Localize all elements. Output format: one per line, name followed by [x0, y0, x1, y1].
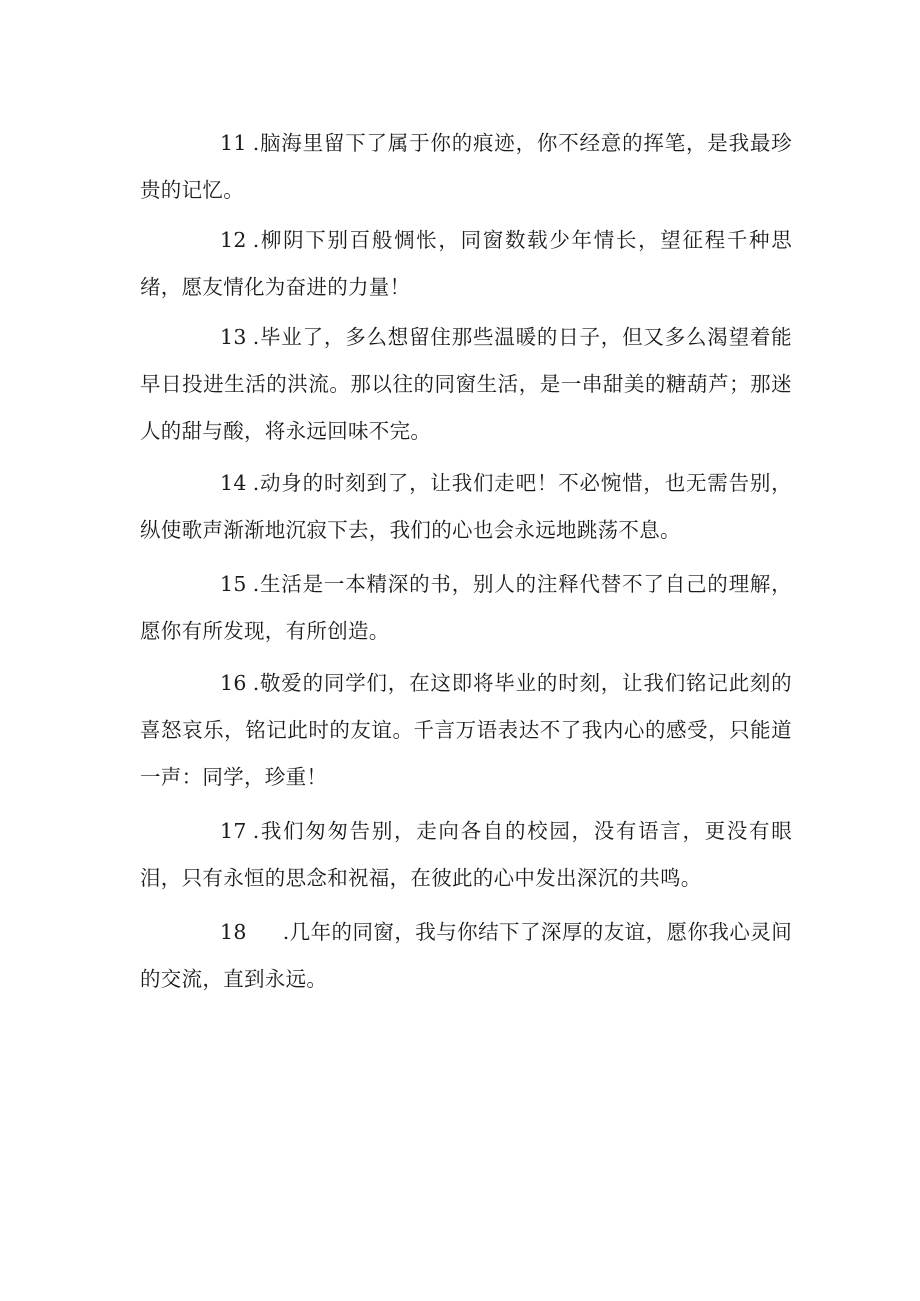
item-text: .我们匆匆告别，走向各自的校园，没有语言，更没有眼泪，只有永恒的思念和祝福，在彼此的心中发出深沉的共鸣。 [140, 819, 792, 890]
list-item [140, 660, 792, 801]
list-item [140, 808, 792, 902]
item-text: .生活是一本精深的书，别人的注释代替不了自己的理解，愿你有所发现，有所创造。 [140, 572, 792, 643]
list-item [140, 909, 792, 1003]
item-number: 16 [220, 671, 247, 695]
item-number: 13 [220, 325, 247, 349]
item-text: .毕业了，多么想留住那些温暖的日子，但又多么渴望着能早日投进生活的洪流。那以往的同窗生活，是一串甜美的糖葫芦；那迷人的甜与酸，将永远回味不完。 [140, 325, 792, 443]
list-item [140, 120, 792, 214]
item-number: 18 [220, 920, 247, 944]
item-text: .几年的同窗，我与你结下了深厚的友谊，愿你我心灵间的交流，直到永远。 [140, 920, 792, 991]
item-number: 11 [220, 131, 247, 155]
item-text: .敬爱的同学们，在这即将毕业的时刻，让我们铭记此刻的喜怒哀乐，铭记此时的友谊。千言万语表达不了我内心的感受，只能道一声：同学，珍重！ [140, 671, 792, 789]
item-number: 14 [220, 471, 247, 495]
item-number: 15 [220, 572, 247, 596]
list-item [140, 561, 792, 655]
item-text: .柳阴下别百般惆怅，同窗数载少年情长，望征程千种思绪，愿友情化为奋进的力量！ [140, 228, 792, 299]
list-item [140, 314, 792, 455]
item-text: .脑海里留下了属于你的痕迹，你不经意的挥笔，是我最珍贵的记忆。 [140, 131, 792, 202]
list-item [140, 460, 792, 554]
item-text: .动身的时刻到了，让我们走吧！不必惋惜，也无需告别，纵使歌声渐渐地沉寂下去，我们的心也会永远地跳荡不息。 [140, 471, 792, 542]
item-number: 12 [220, 228, 247, 252]
item-number: 17 [220, 819, 247, 843]
list-item [140, 217, 792, 311]
